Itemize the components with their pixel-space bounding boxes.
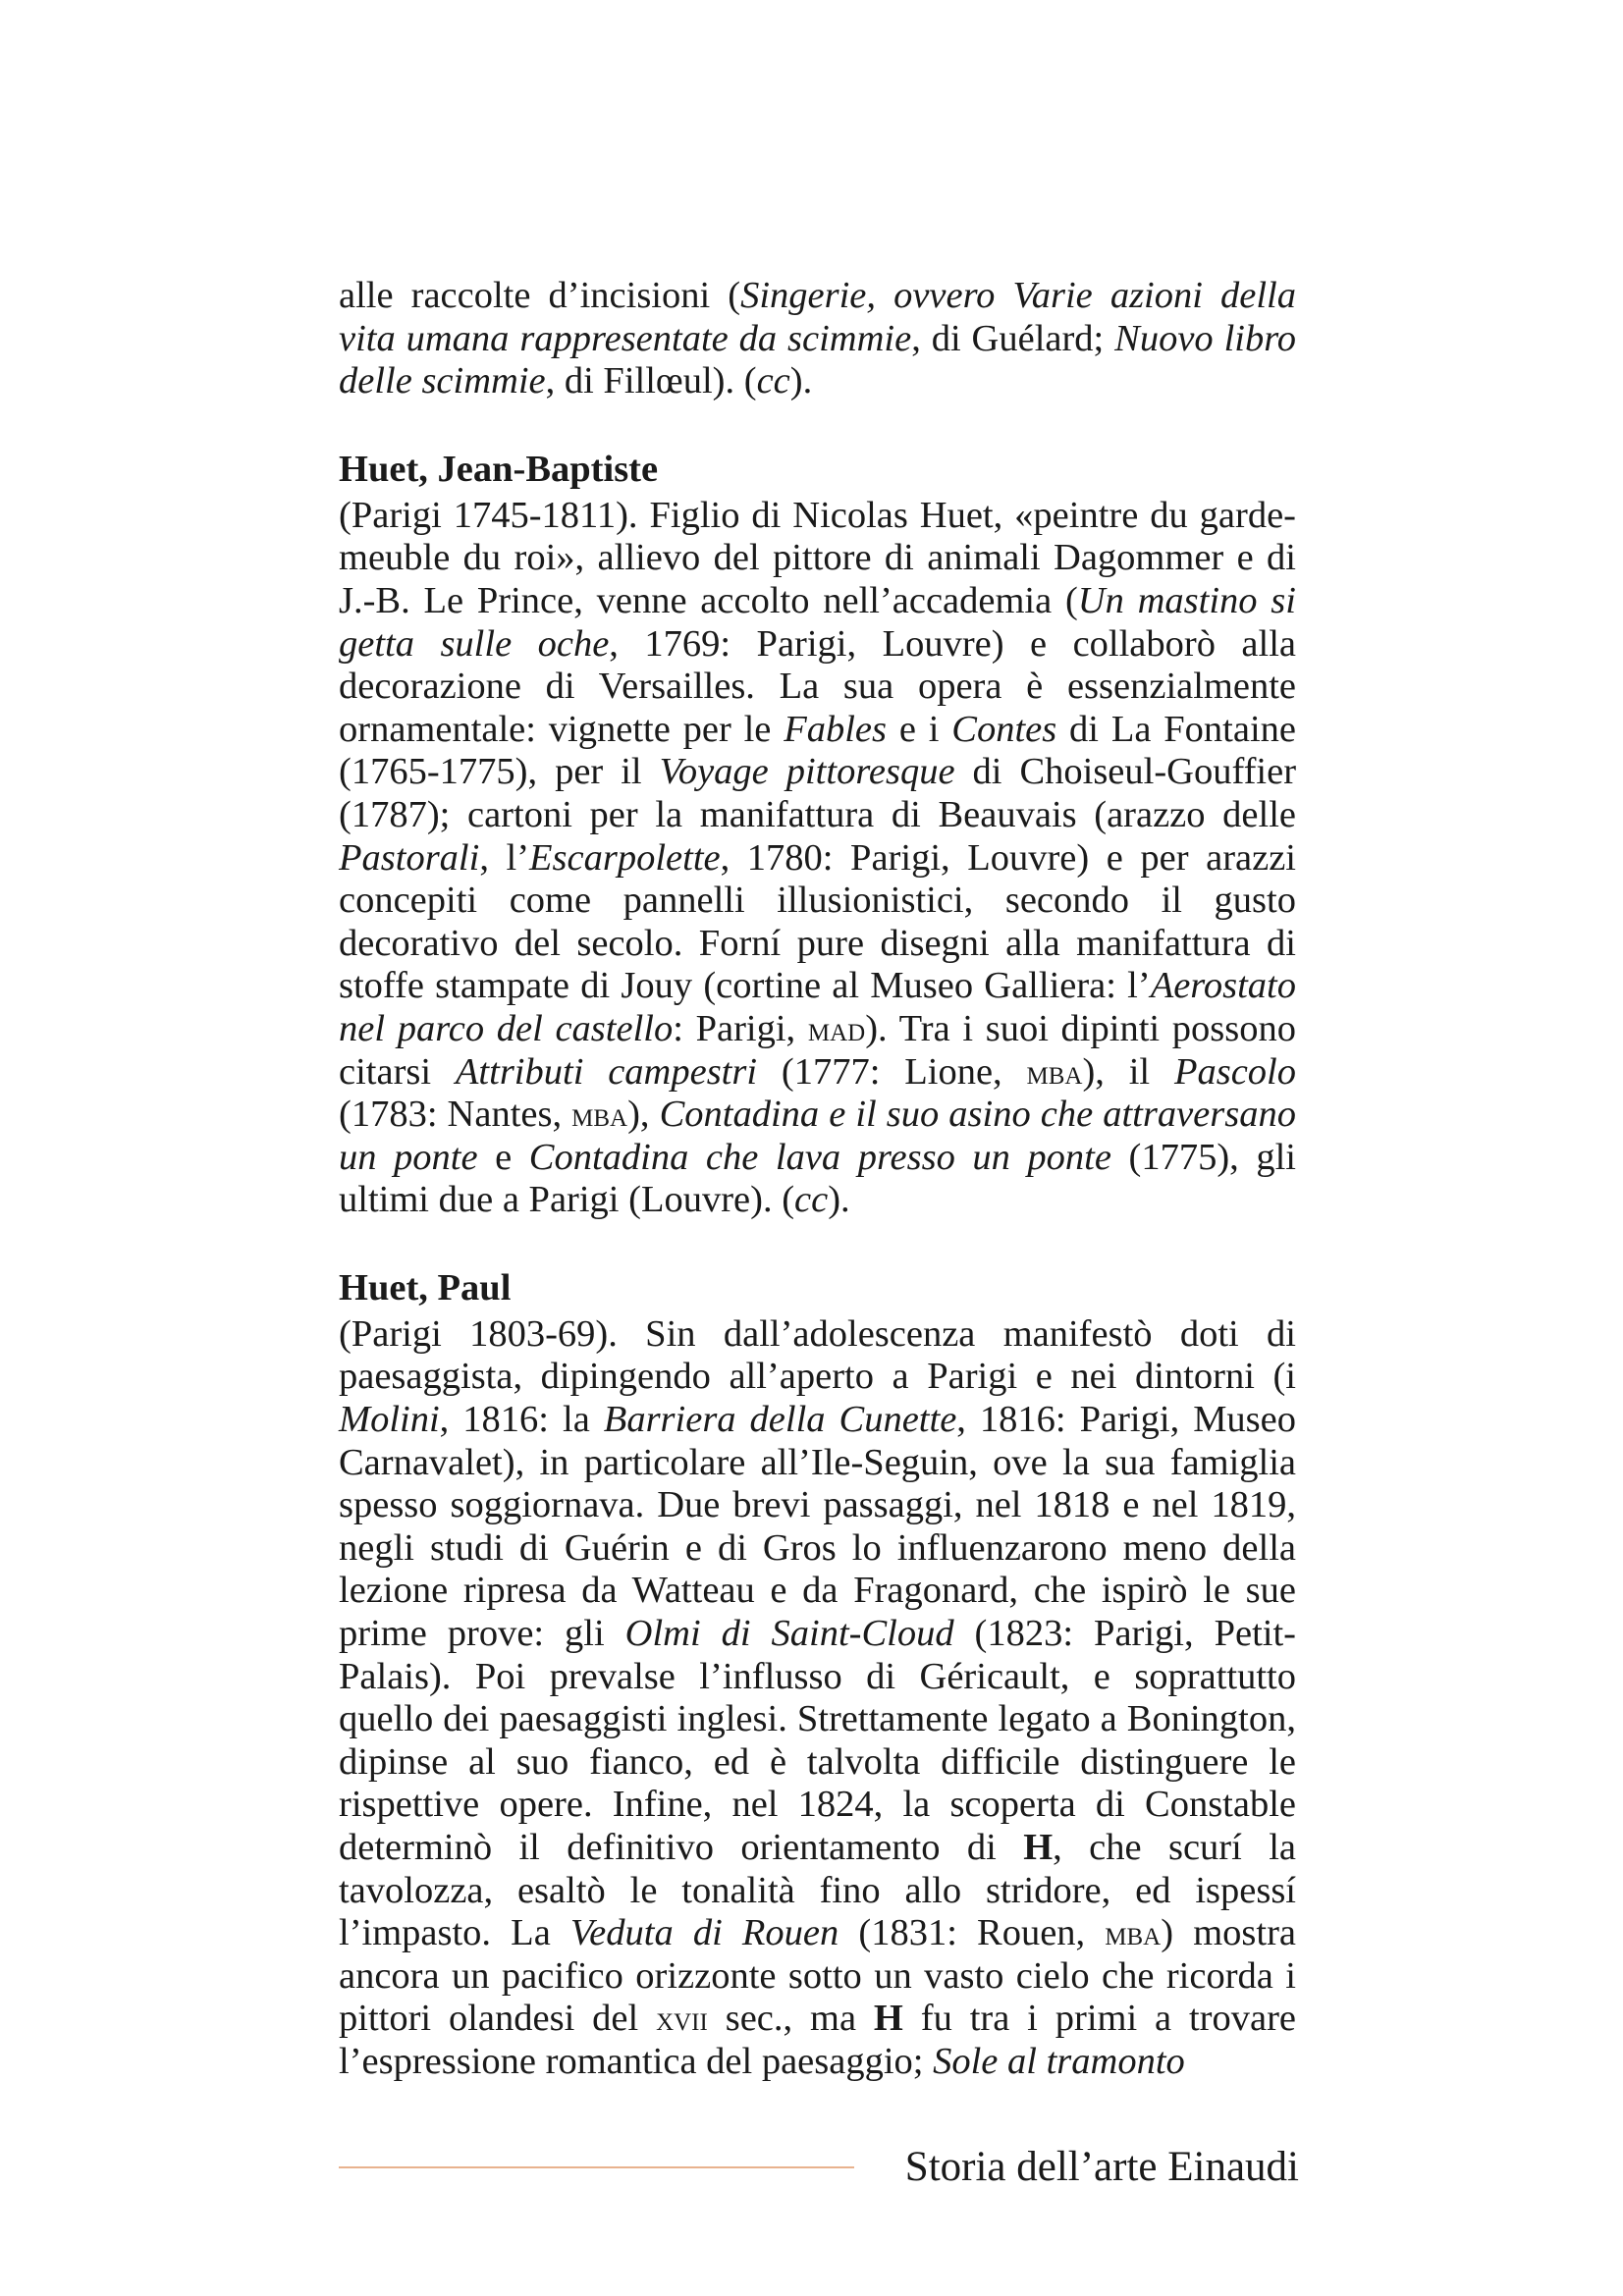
text-span: (1775), gli ultimi due a Parigi (Louvre). ( [339, 1136, 1296, 1221]
text-span: (Parigi 1803-69). Sin dall’adolescenza manifestò doti di paesaggista, dipingendo all’aperto a Parigi e nei dintorni (i [339, 1312, 1296, 1398]
text-span: ), il [1082, 1050, 1174, 1093]
page-body [339, 275, 1296, 2084]
text-span: : Parigi, [673, 1007, 808, 1049]
italic-span: Attributi campestri [455, 1050, 758, 1093]
smallcaps-span: mba [1026, 1051, 1083, 1092]
italic-span: Singerie, ovvero Varie azioni della vita umana rappresentate da scimmie [339, 275, 1296, 359]
italic-span: Contadina e il suo asino che attraversano un ponte [339, 1094, 1296, 1178]
text-span: , 1816: Parigi, Museo Carnavalet), in particolare all’Ile-Seguin, ove la sua famiglia spesso soggiornava. Due brevi passaggi, nel 1818 e nel 1819, negli studi di Guérin e di Gros lo influenzarono meno della lezione ripresa da Watteau e da Fragonard, che ispirò le sue prime prove: gli [339, 1399, 1297, 1655]
italic-span: cc [756, 360, 790, 402]
italic-span: Nuovo libro delle scimmie [339, 317, 1297, 402]
text-span: fu tra i primi a trovare l’espressione romantica del paesaggio; [339, 1998, 1297, 2082]
footer-title: Storia dell’arte Einaudi [904, 2144, 1299, 2190]
text-span: (1823: Parigi, Petit-Palais). Poi prevalse l’influsso di Géricault, e soprattutto quello dei paesaggisti inglesi. Strettamente legato a Bonington, dipinse al suo fianco, ed è talvolta difficile distinguere le rispettive opere. Infine, nel 1824, la scoperta di Constable determinò il definitivo orientamento di [339, 1613, 1296, 1868]
text-span: , di Fillœul). ( [545, 360, 757, 402]
text-span: di La Fontaine (1765-1775), per il [339, 708, 1296, 793]
text-span: , che scurí la tavolozza, esaltò le tonalità fino allo stridore, ed ispessí l’impasto. La [339, 1827, 1296, 1954]
italic-span: Pastorali [339, 836, 480, 879]
text-span: , 1780: Parigi, Louvre) e per arazzi concepiti come pannelli illusionistici, secondo il gusto decorativo del secolo. Forní pure disegni alla manifattura di stoffe stampate di Jouy (cortine al Museo Galliera: l’ [339, 836, 1296, 1007]
smallcaps-span: mba [1105, 1913, 1162, 1953]
text-span: alle raccolte d’incisioni ( [339, 275, 741, 316]
text-span: e [477, 1136, 529, 1178]
smallcaps-span: mad [807, 1008, 866, 1048]
italic-span: Contes [951, 708, 1057, 750]
bold-span: H [873, 1998, 903, 2040]
footer-rule [339, 2166, 854, 2168]
text-span: , 1769: Parigi, Louvre) e collaborò alla decorazione di Versailles. La sua opera è essenzialmente ornamentale: vignette per le [339, 622, 1296, 750]
text-span: sec., ma [707, 1998, 874, 2040]
italic-span: Fables [784, 708, 888, 750]
text-span: , l’ [479, 836, 530, 879]
text-span: ) mostra ancora un pacifico orizzonte sotto un vasto cielo che ricorda i pittori olandesi del [339, 1912, 1296, 2040]
smallcaps-span: xvii [656, 1999, 708, 2039]
italic-span: Aerostato nel parco del castello [339, 965, 1296, 1049]
text-span: (1831: Rouen, [839, 1912, 1106, 1954]
italic-span: Olmi di Saint-Cloud [624, 1613, 954, 1655]
text-span: ), [627, 1094, 660, 1136]
italic-span: Veduta di Rouen [569, 1912, 839, 1954]
text-span: ). [828, 1179, 850, 1221]
smallcaps-span: mba [571, 1095, 628, 1135]
italic-span: Barriera della Cunette [603, 1399, 957, 1441]
italic-span: Sole al tramonto [933, 2040, 1185, 2082]
italic-span: Pascolo [1173, 1050, 1297, 1093]
text-span: , di Guélard; [911, 317, 1115, 359]
italic-span: Voyage pittoresque [659, 751, 955, 793]
italic-span: Contadina che lava presso un ponte [528, 1136, 1111, 1178]
text-span: (Parigi 1745-1811). Figlio di Nicolas Huet, «peintre du garde-meuble du roi», allievo del pittore di animali Dagommer e di J.-B. Le Prince, venne accolto nell’accademia ( [339, 494, 1296, 621]
italic-span: cc [794, 1179, 829, 1221]
italic-span: Molini [339, 1399, 440, 1441]
entry-text [339, 495, 1296, 1222]
text-span: di Choiseul-Gouffier (1787); cartoni per la manifattura di Beauvais (arazzo delle [339, 751, 1297, 835]
bold-span: H [1023, 1827, 1054, 1868]
text-span: , 1816: la [439, 1399, 604, 1441]
text-span: e i [887, 708, 952, 750]
entry-heading: Huet, Paul [339, 1266, 512, 1308]
entry-text [339, 1313, 1296, 2084]
text-span: (1777: Lione, [757, 1050, 1027, 1093]
text-span: (1783: Nantes, [339, 1094, 572, 1136]
text-span: ). [789, 360, 813, 402]
text-span: ). Tra i suoi dipinti possono citarsi [339, 1007, 1296, 1093]
entry-heading: Huet, Jean-Baptiste [339, 448, 659, 490]
italic-span: Escarpolette [529, 836, 721, 879]
continued-paragraph [339, 275, 1296, 403]
italic-span: Un mastino si getta sulle oche [339, 579, 1296, 665]
